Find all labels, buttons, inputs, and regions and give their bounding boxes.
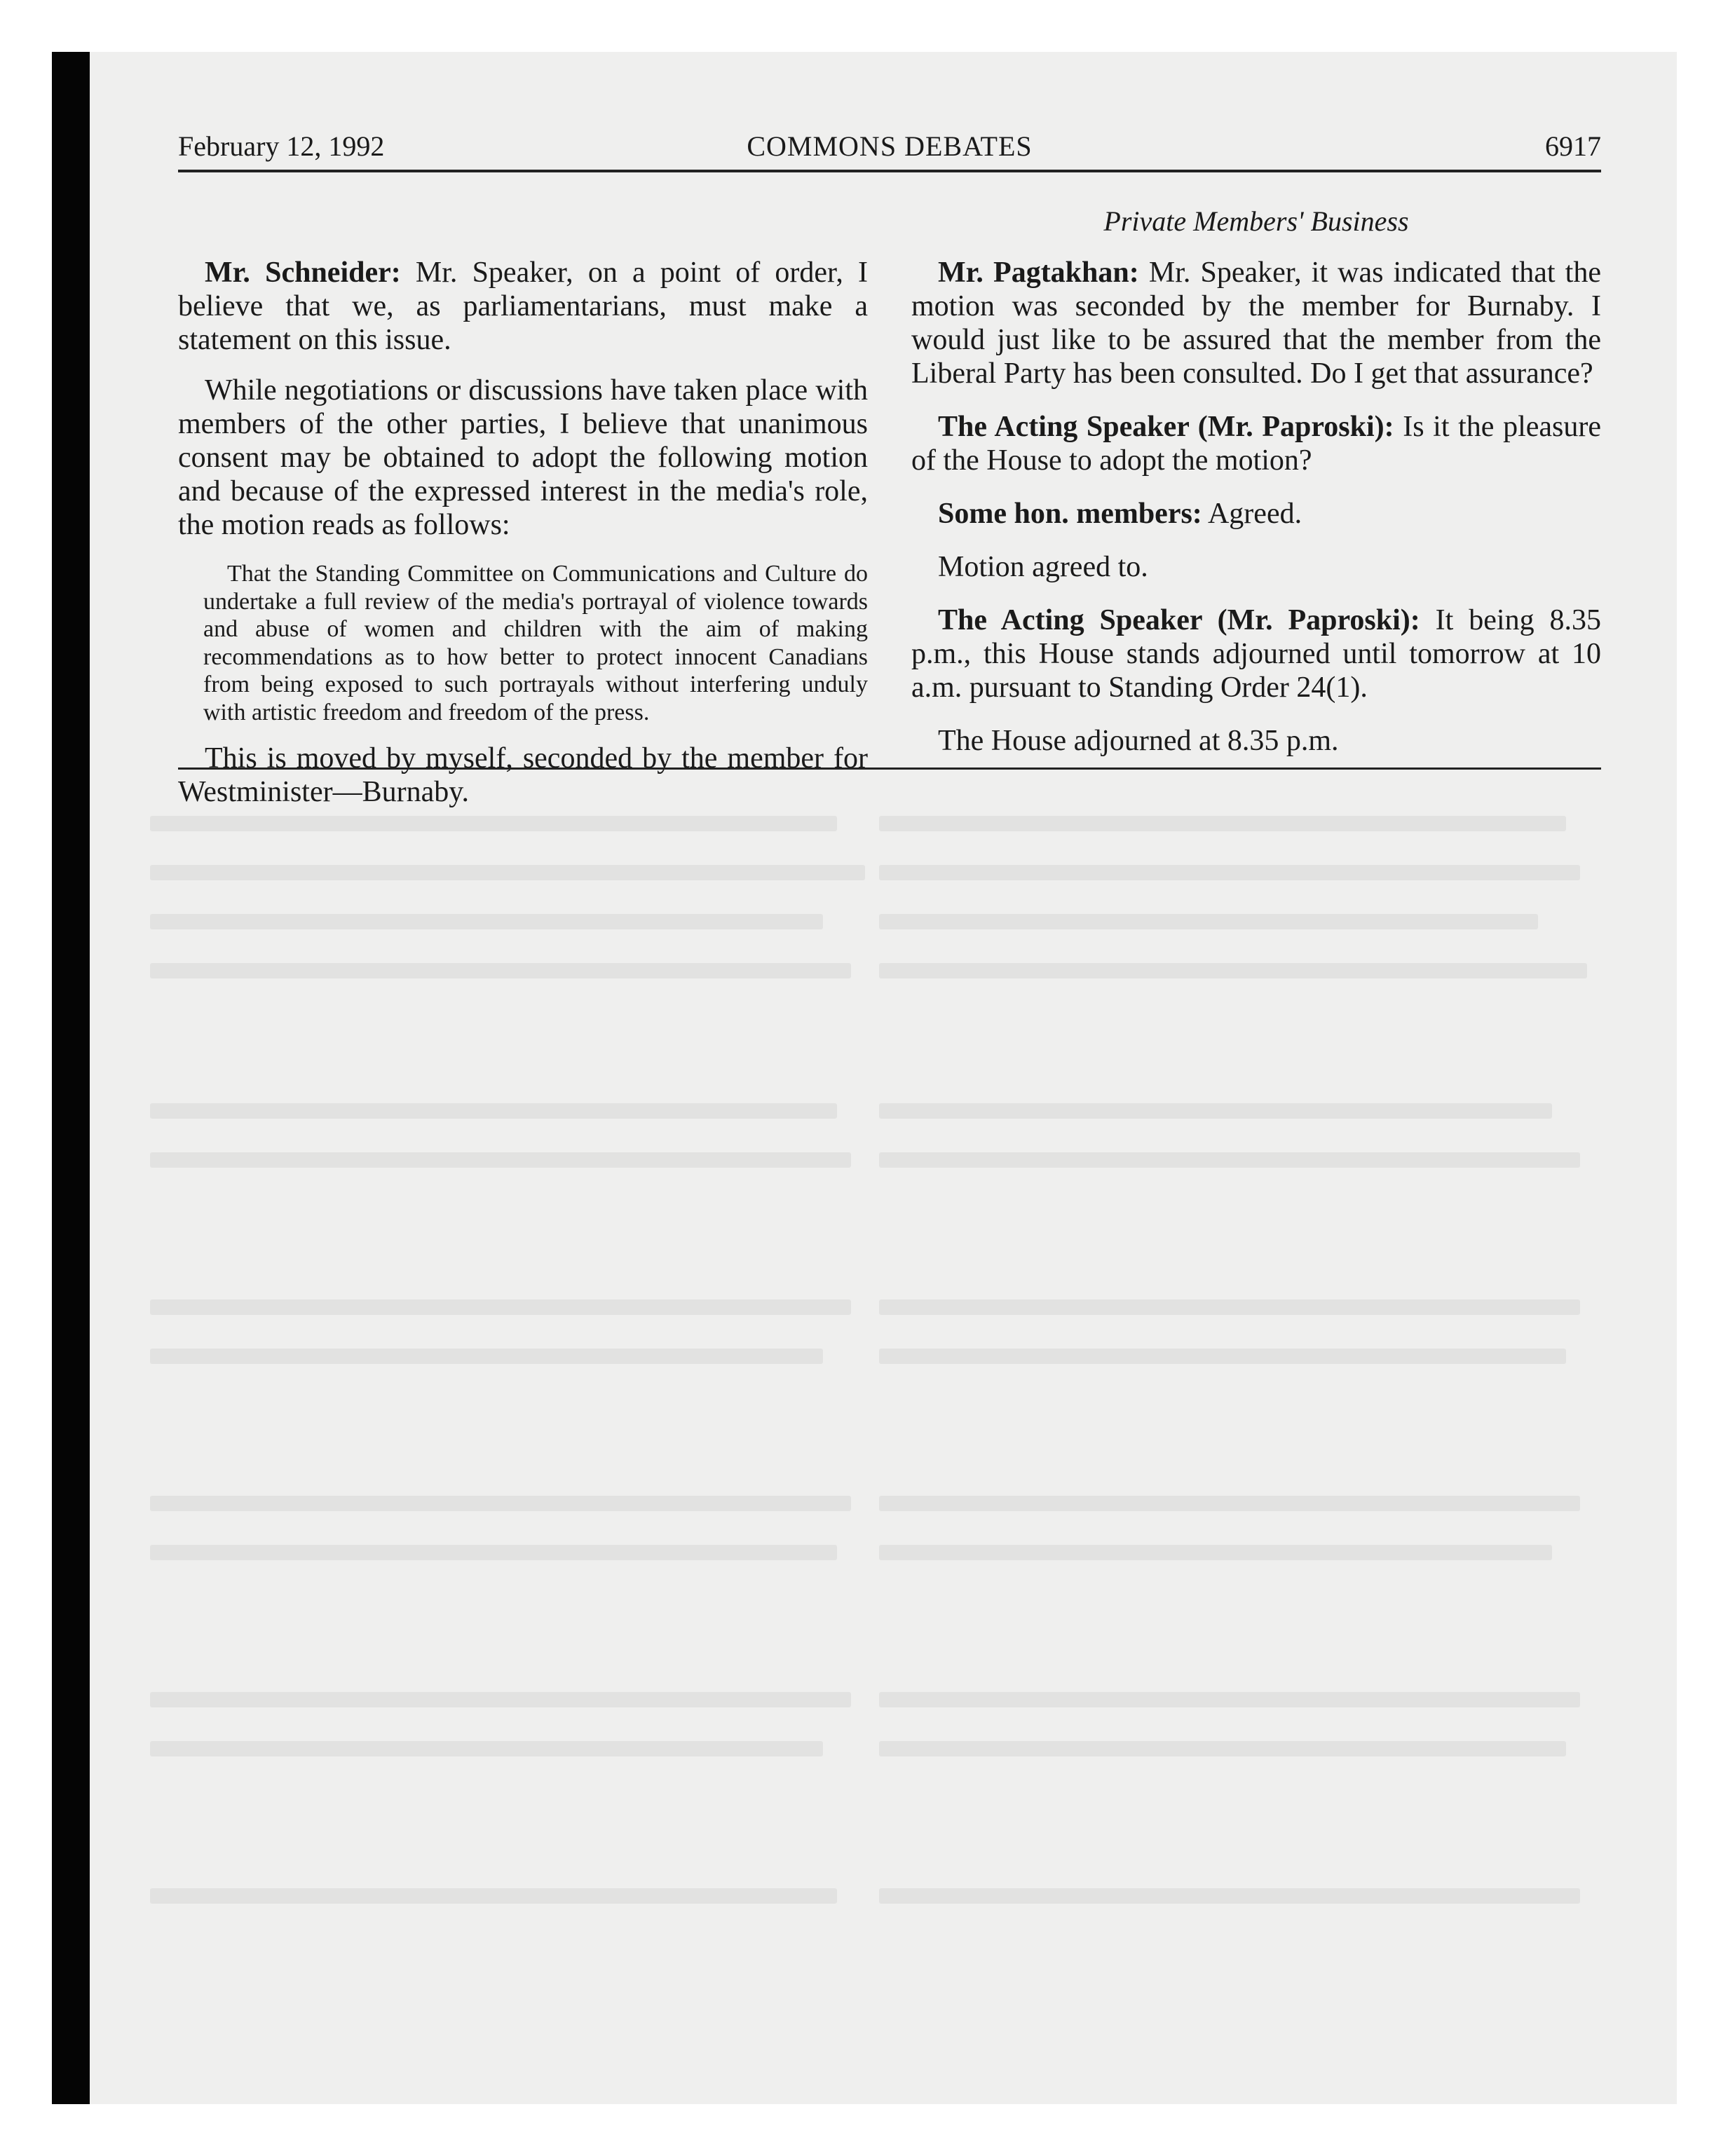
bleed-through [879,1888,1580,1904]
speaker-name: Mr. Pagtakhan: [938,257,1139,289]
bleed-through [879,816,1566,831]
bleed-through [879,1349,1566,1364]
bleed-through [150,1888,837,1904]
bleed-through [150,1496,851,1511]
header-page-number: 6917 [1545,130,1601,162]
header-title: COMMONS DEBATES [747,130,1033,162]
speaker-name: Some hon. members: [938,498,1202,530]
section-end-rule [178,767,1601,770]
bleed-through [150,1152,851,1168]
bleed-through [879,914,1538,929]
bleed-through [879,1496,1580,1511]
paragraph [178,256,868,357]
paragraph-text: Agreed. [1202,498,1302,530]
bleed-through [150,914,823,929]
bleed-through [879,1692,1580,1707]
paragraph: The House adjourned at 8.35 p.m. [938,725,1339,757]
bleed-through [150,1299,851,1315]
motion-quote: That the Standing Committee on Communications and Culture do undertake a full review of the media's portrayal of violence towards and abuse of women and children with the aim of making recommendations as to how better to protect innocent Canadians from being exposed to such portrayals without interfering unduly with artistic freedom and freedom of the press. [203,561,868,725]
header-date: February 12, 1992 [178,130,385,162]
bleed-through [150,865,865,880]
bleed-through [879,1152,1580,1168]
bleed-through [879,963,1587,978]
bleed-through [150,1545,837,1560]
bleed-through [150,963,851,978]
speaker-name: The Acting Speaker (Mr. Paproski): [938,411,1394,443]
paragraph [911,256,1601,390]
right-column [911,256,1601,777]
paragraph-text: Mr. Speaker, it was indicated that the motion was seconded by the member for Burnaby. I would just like to be assured that the member from the Liberal Party has been consulted. Do I get that assurance? [911,257,1601,390]
bleed-through [879,1299,1580,1315]
speaker-name: Mr. Schneider: [205,257,401,289]
paragraph-text: It being 8.35 p.m., this House stands adjourned until tomorrow at 10 a.m. pursuant to Standing Order 24(1). [911,604,1601,704]
bleed-through [150,1741,823,1756]
speaker-name: The Acting Speaker (Mr. Paproski): [938,604,1420,636]
paragraph [911,410,1601,477]
bleed-through [879,865,1580,880]
paragraph [911,603,1601,704]
bleed-through [150,1103,837,1119]
scan-edge-bar [52,52,90,2104]
bleed-through [879,1741,1566,1756]
bleed-through [879,1103,1552,1119]
bleed-through [150,1692,851,1707]
paragraph: While negotiations or discussions have taken place with members of the other parties, I believe that unanimous consent may be obtained to adopt the following motion and because of the expressed interest in the media's role, the motion reads as follows: [178,374,868,541]
paragraph-text: Mr. Speaker, on a point of order, I believe that we, as parliamentarians, must make a statement on this issue. [178,257,868,356]
left-column [178,256,868,826]
section-title: Private Members' Business [1103,205,1409,237]
paragraph-text: Is it the pleasure of the House to adopt the motion? [911,411,1601,477]
paragraph: This is moved by myself, seconded by the member for Westminister—Burnaby. [178,742,868,808]
paragraph [911,497,1601,531]
page-header [178,130,1601,172]
paragraph: Motion agreed to. [938,551,1148,583]
bleed-through [150,1349,823,1364]
bleed-through [879,1545,1552,1560]
